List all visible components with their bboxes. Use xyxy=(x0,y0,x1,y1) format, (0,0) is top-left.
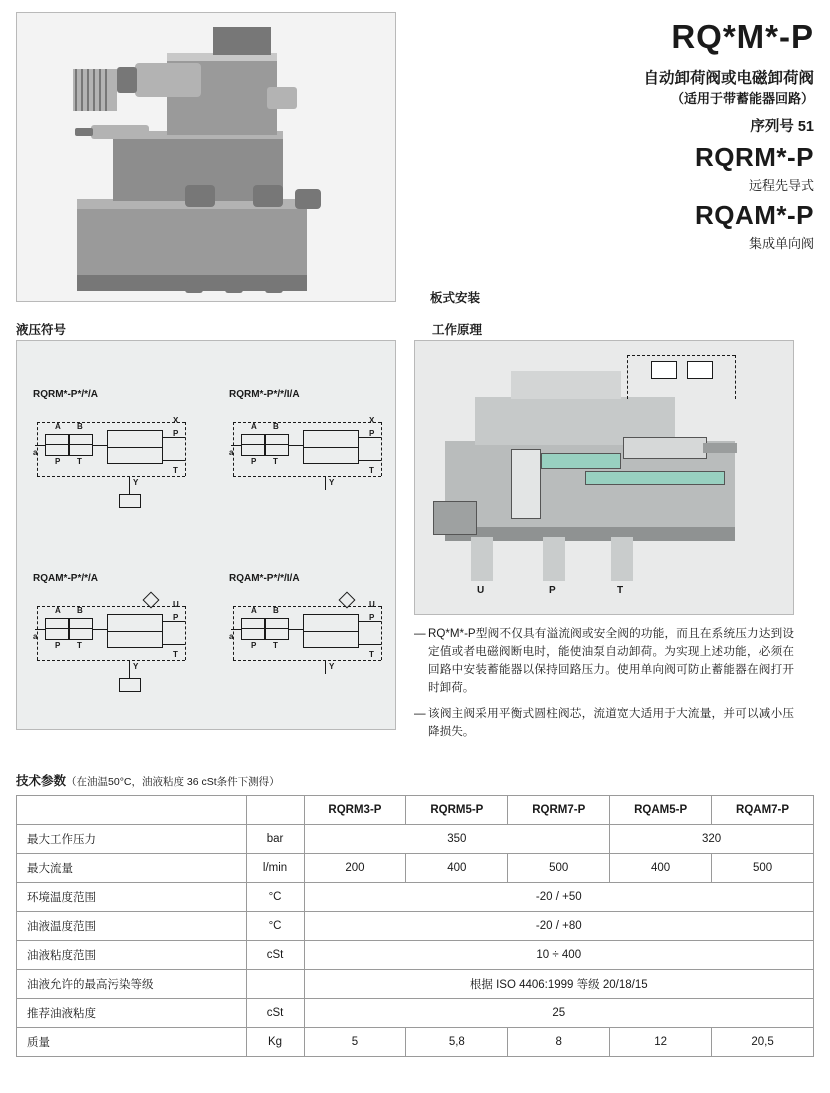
port-label-B-4: B xyxy=(273,606,279,615)
symbol-title-1: RQRM*-P*/*/A xyxy=(33,389,99,400)
port-label-Y-1: Y xyxy=(133,478,139,487)
col-header-rqam5p: RQAM5-P xyxy=(610,795,712,824)
symbol-cell-2 xyxy=(229,389,389,514)
valve-illustration xyxy=(17,13,395,301)
row-value: 500 xyxy=(508,853,610,882)
subtitle-line-1: 自动卸荷阀或电磁卸荷阀 xyxy=(643,69,814,87)
port-label-P2-1: P xyxy=(173,429,179,438)
row-value: 8 xyxy=(508,1027,610,1056)
port-label-A-2: A xyxy=(251,422,257,431)
col-header-0 xyxy=(17,795,247,824)
symbol-diagram-2 xyxy=(229,404,389,514)
tech-params-heading xyxy=(16,771,814,789)
port-label-a-lower-2: a xyxy=(229,448,234,457)
table-body xyxy=(17,824,814,1056)
working-principle-column xyxy=(396,340,814,749)
row-unit: °C xyxy=(246,882,304,911)
col-header-rqam7p: RQAM7-P xyxy=(712,795,814,824)
bullet-dash-icon: — xyxy=(414,706,426,720)
port-label-X-1: X xyxy=(173,416,179,425)
row-label: 油液温度范围 xyxy=(17,911,247,940)
port-label-T2-3: T xyxy=(173,650,178,659)
port-label-X-2: X xyxy=(369,416,375,425)
row-label: 最大工作压力 xyxy=(17,824,247,853)
page-title: RQ*M*-P xyxy=(671,18,814,55)
row-unit: l/min xyxy=(246,853,304,882)
working-principle-text xyxy=(414,625,794,741)
row-value: -20 / +50 xyxy=(304,882,814,911)
tech-params-note: （在油温50°C，油液粘度 36 cSt条件下测得） xyxy=(66,775,280,788)
row-value: 25 xyxy=(304,998,814,1027)
port-label-T2-2: T xyxy=(369,466,374,475)
row-label: 油液允许的最高污染等级 xyxy=(17,969,247,998)
drawing-label-P: P xyxy=(549,585,556,596)
row-value: 10 ÷ 400 xyxy=(304,940,814,969)
row-value: 5 xyxy=(304,1027,406,1056)
row-value: 根据 ISO 4406:1999 等级 20/18/15 xyxy=(304,969,814,998)
table-row xyxy=(17,969,814,998)
port-label-P-4: P xyxy=(251,641,257,650)
top-section xyxy=(0,0,830,302)
model-note-2: 集成单向阀 xyxy=(748,236,814,252)
port-label-P2-3: P xyxy=(173,613,179,622)
port-label-T-2: T xyxy=(273,457,278,466)
row-unit: cSt xyxy=(246,998,304,1027)
model-name-2: RQAM*-P xyxy=(694,200,814,231)
symbol-cell-4 xyxy=(229,573,389,698)
symbol-title-3: RQAM*-P*/*/A xyxy=(33,573,99,584)
port-label-T-3: T xyxy=(77,641,82,650)
port-label-T-1: T xyxy=(77,457,82,466)
port-label-Y-4: Y xyxy=(329,662,335,671)
port-label-B-2: B xyxy=(273,422,279,431)
port-label-U-3: U xyxy=(173,600,179,609)
row-value: 400 xyxy=(406,853,508,882)
product-photo xyxy=(16,12,396,302)
port-label-A-4: A xyxy=(251,606,257,615)
table-row xyxy=(17,1027,814,1056)
principle-paragraph-2: — 该阀主阀采用平衡式圆柱阀芯，流道宽大适用于大流量，并可以减小压降损失。 xyxy=(414,705,794,741)
section-label-hydraulic-symbols: 液压符号 xyxy=(16,323,67,337)
drawing-label-U: U xyxy=(477,585,485,596)
port-label-A-3: A xyxy=(55,606,61,615)
hydraulic-symbols-panel xyxy=(16,340,396,730)
table-row xyxy=(17,824,814,853)
port-label-P-3: P xyxy=(55,641,61,650)
row-label: 推荐油液粘度 xyxy=(17,998,247,1027)
drawing-label-T: T xyxy=(617,585,624,596)
symbol-title-4: RQAM*-P*/*/I/A xyxy=(229,573,300,584)
row-value: 12 xyxy=(610,1027,712,1056)
tech-params-table xyxy=(16,795,814,1057)
row-unit: bar xyxy=(246,824,304,853)
port-label-a-lower-1: a xyxy=(33,448,38,457)
port-label-P-1: P xyxy=(55,457,61,466)
table-header-row xyxy=(17,795,814,824)
port-label-T2-1: T xyxy=(173,466,178,475)
port-label-Y-2: Y xyxy=(329,478,335,487)
row-value: 20,5 xyxy=(712,1027,814,1056)
row-label: 油液粘度范围 xyxy=(17,940,247,969)
port-label-Y-3: Y xyxy=(133,662,139,671)
row-unit: cSt xyxy=(246,940,304,969)
port-label-T2-4: T xyxy=(369,650,374,659)
symbol-diagram-3 xyxy=(33,588,193,698)
section-label-working-principle: 工作原理 xyxy=(432,323,483,337)
principle-paragraph-1: — RQ*M*-P型阀不仅具有溢流阀或安全阀的功能，而且在系统压力达到设定值或者电磁阀断电时，能使油泵自动卸荷。为实现上述功能，必须在回路中安装蓄能器以保持回路压力。使用单向阀可防止蓄能器在阀打开时卸荷。 xyxy=(414,625,794,697)
symbol-cell-3 xyxy=(33,573,193,698)
row-label: 环境温度范围 xyxy=(17,882,247,911)
port-label-P2-2: P xyxy=(369,429,375,438)
row-value: 350 xyxy=(304,824,610,853)
col-header-rqrm3p: RQRM3-P xyxy=(304,795,406,824)
row-unit: Kg xyxy=(246,1027,304,1056)
bullet-dash-icon: — xyxy=(414,627,426,640)
row-value: 5,8 xyxy=(406,1027,508,1056)
table-row xyxy=(17,998,814,1027)
section-drawing xyxy=(414,340,794,615)
row-value: 400 xyxy=(610,853,712,882)
table-row xyxy=(17,911,814,940)
col-header-rqrm7p: RQRM7-P xyxy=(508,795,610,824)
table-row xyxy=(17,853,814,882)
port-label-B-3: B xyxy=(77,606,83,615)
tech-params-title: 技术参数 xyxy=(16,773,67,788)
title-column xyxy=(396,12,814,302)
row-value: 500 xyxy=(712,853,814,882)
mounting-label: 板式安装 xyxy=(430,291,481,305)
table-row xyxy=(17,940,814,969)
port-label-P2-4: P xyxy=(369,613,375,622)
symbol-cell-1 xyxy=(33,389,193,514)
port-label-a-lower-3: a xyxy=(33,632,38,641)
middle-section xyxy=(0,320,830,749)
symbol-diagram-4 xyxy=(229,588,389,698)
row-unit xyxy=(246,969,304,998)
port-label-a-lower-4: a xyxy=(229,632,234,641)
port-label-B-1: B xyxy=(77,422,83,431)
row-label: 最大流量 xyxy=(17,853,247,882)
row-unit: °C xyxy=(246,911,304,940)
row-label: 质量 xyxy=(17,1027,247,1056)
port-label-U-4: U xyxy=(369,600,375,609)
row-value: -20 / +80 xyxy=(304,911,814,940)
port-label-T-4: T xyxy=(273,641,278,650)
port-label-P-2: P xyxy=(251,457,257,466)
serial-number: 序列号 51 xyxy=(750,119,814,136)
table-row xyxy=(17,882,814,911)
row-value: 200 xyxy=(304,853,406,882)
col-header-rqrm5p: RQRM5-P xyxy=(406,795,508,824)
subtitle-line-2: （适用于带蓄能器回路） xyxy=(670,90,814,106)
symbol-title-2: RQRM*-P*/*/I/A xyxy=(229,389,300,400)
model-name-1: RQRM*-P xyxy=(694,142,814,173)
col-header-1 xyxy=(246,795,304,824)
port-label-A-1: A xyxy=(55,422,61,431)
row-value: 320 xyxy=(610,824,814,853)
model-note-1: 远程先导式 xyxy=(748,178,814,194)
symbol-diagram-1 xyxy=(33,404,193,514)
